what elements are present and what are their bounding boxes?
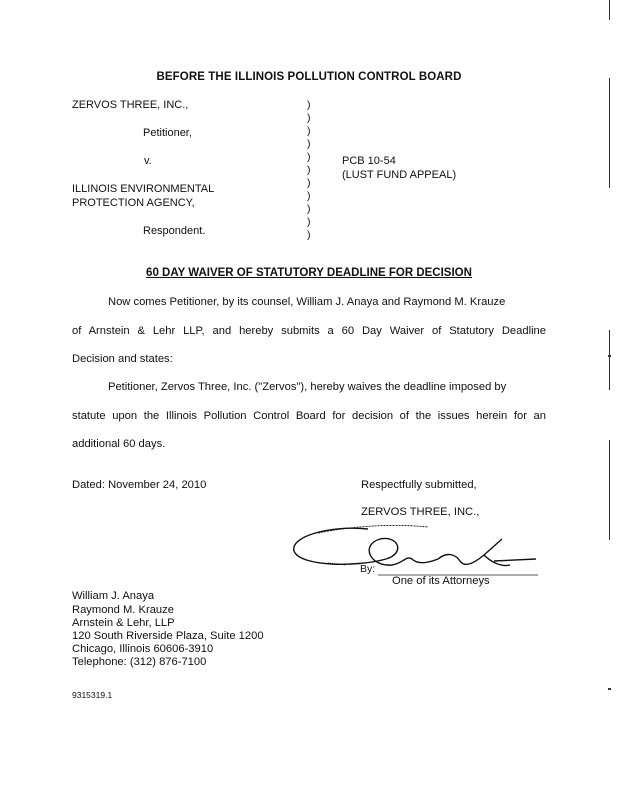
document-heading: 60 DAY WAIVER OF STATUTORY DEADLINE FOR DECISION: [146, 267, 472, 279]
caption-paren: ): [307, 112, 311, 124]
counsel-line: 120 South Riverside Plaza, Suite 1200: [72, 630, 264, 642]
caption-respondent-name-line2: PROTECTION AGENCY,: [72, 197, 195, 209]
caption-paren: ): [307, 151, 311, 163]
paragraph1-line1: Now comes Petitioner, by its counsel, William J. Anaya and Raymond M. Krauze: [108, 296, 506, 308]
caption-respondent-name-line1: ILLINOIS ENVIRONMENTAL: [72, 183, 215, 195]
signature-stroke: [438, 539, 536, 566]
signature-party: ZERVOS THREE, INC.,: [361, 506, 480, 518]
counsel-line: Arnstein & Lehr, LLP: [72, 617, 175, 629]
document-title: BEFORE THE ILLINOIS POLLUTION CONTROL BOARD: [156, 71, 462, 83]
counsel-line: Telephone: (312) 876-7100: [72, 656, 207, 668]
paragraph2-line1: Petitioner, Zervos Three, Inc. ("Zervos"), hereby waives the deadline imposed by: [108, 381, 507, 393]
case-type: (LUST FUND APPEAL): [342, 169, 457, 181]
caption-petitioner-name: ZERVOS THREE, INC.,: [72, 99, 189, 111]
caption-petitioner-role: Petitioner,: [143, 127, 192, 139]
signature-stroke: [294, 528, 438, 565]
scan-margin-line: [609, 330, 610, 390]
paragraph2-line2: statute upon the Illinois Pollution Control Board for decision of the issues herein for an: [72, 410, 546, 422]
caption-paren: ): [307, 203, 311, 215]
caption-paren: ): [307, 138, 311, 150]
by-label: By:: [360, 563, 376, 575]
caption-paren: ): [307, 177, 311, 189]
caption-paren: ): [307, 216, 311, 228]
caption-paren: ): [307, 190, 311, 202]
caption-paren: ): [307, 164, 311, 176]
scan-margin-tick: [608, 355, 611, 357]
caption-paren: ): [307, 125, 311, 137]
caption-versus: v.: [144, 155, 152, 167]
counsel-line: William J. Anaya: [72, 590, 155, 602]
caption-respondent-role: Respondent.: [143, 225, 206, 237]
scan-margin-line: [609, 0, 610, 20]
closing-line: Respectfully submitted,: [361, 479, 477, 491]
signature-role: One of its Attorneys: [392, 575, 490, 587]
caption-paren: ): [307, 229, 311, 241]
counsel-line: Chicago, Illinois 60606-3910: [72, 643, 214, 655]
scan-margin-line: [609, 440, 610, 540]
paragraph2-line3: additional 60 days.: [72, 438, 166, 450]
caption-paren: ): [307, 99, 311, 111]
paragraph1-line3: Decision and states:: [72, 353, 173, 365]
case-number: PCB 10-54: [342, 155, 396, 167]
scan-margin-line: [609, 78, 610, 188]
document-code: 9315319.1: [72, 690, 113, 700]
paragraph1-line2: of Arnstein & Lehr LLP, and hereby submits a 60 Day Waiver of Statutory Deadline: [72, 325, 546, 337]
counsel-line: Raymond M. Krauze: [72, 604, 174, 616]
dated-line: Dated: November 24, 2010: [72, 479, 207, 491]
scan-margin-tick: [608, 688, 611, 690]
